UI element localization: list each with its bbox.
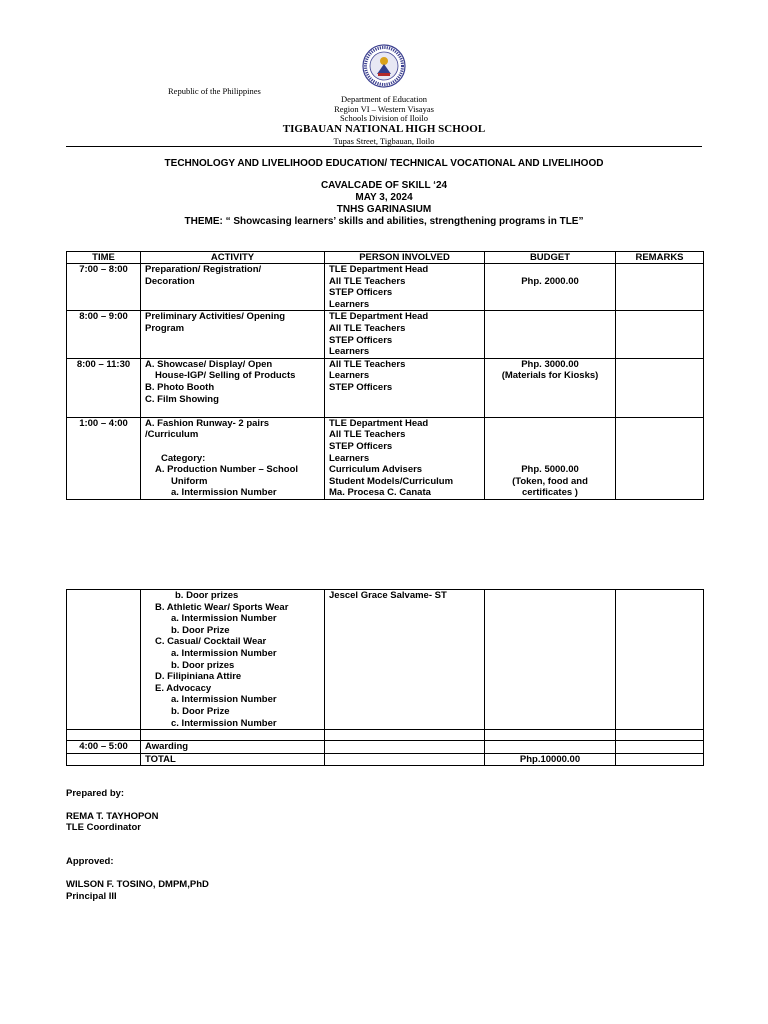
blank-cell [141,730,325,741]
prepared-by-title: TLE Coordinator [66,822,141,833]
time-cell: 8:00 – 9:00 [67,311,141,358]
header-person: PERSON INVOLVED [325,252,485,264]
activity-line: Preliminary Activities/ Opening [145,311,286,323]
activity-line: B. Athletic Wear/ Sports Wear [155,601,289,613]
prepared-by-name: REMA T. TAYHOPON [66,811,159,822]
activity-line: a. Intermission Number [171,694,277,706]
budget-line: (Token, food and [512,475,588,487]
budget-cell [485,590,616,730]
budget-cell [485,741,616,754]
total-budget: Php.10000.00 [485,753,616,766]
table-row-blank [67,730,704,741]
activity-line: D. Filipiniana Attire [155,671,242,683]
budget-line [489,453,611,465]
persons-cell [325,417,485,499]
prepared-by-label: Prepared by: [66,788,125,799]
person-line: Learners [329,298,370,310]
budget-cell [485,417,616,499]
schedule-table [66,251,704,500]
budget-line: (Materials for Kiosks) [501,370,599,382]
remarks-cell [616,753,704,766]
school-name: TIGBAUAN NATIONAL HIGH SCHOOL [282,123,486,135]
budget-line: certificates ) [522,487,578,499]
blank-cell [67,730,141,741]
table-row [67,417,704,499]
activity-line: Program [145,322,185,334]
activity-line: b. Door Prize [171,624,230,636]
budget-line [489,418,611,430]
approved-title: Principal III [66,891,117,902]
person-line: All TLE Teachers [329,429,406,441]
blank-cell [485,730,616,741]
person-line: TLE Department Head [329,264,429,275]
approved-name: WILSON F. TOSINO, DMPM,PhD [66,879,209,890]
remarks-cell [616,417,704,499]
activity-line: Preparation/ Registration/ [145,264,262,275]
activity-cell [141,311,325,358]
remarks-cell [616,264,704,311]
persons-cell [325,358,485,417]
letterhead-divider [66,146,702,147]
approved-label: Approved: [66,856,114,867]
activity-line: A. Production Number – School [155,464,299,476]
activity-line: C. Film Showing [145,393,219,405]
time-cell: 1:00 – 4:00 [67,417,141,499]
activity-line: A. Fashion Runway- 2 pairs [145,417,270,429]
header-budget: BUDGET [485,252,616,264]
remarks-cell [616,741,704,754]
budget-line: Php. 3000.00 [521,358,579,370]
activity-line: House-IGP/ Selling of Products [155,370,296,382]
activity-line: C. Casual/ Cocktail Wear [155,636,267,648]
time-cell: 8:00 – 11:30 [67,358,141,417]
time-cell [67,590,141,730]
time-cell: 4:00 – 5:00 [67,741,141,754]
activity-line: a. Intermission Number [171,647,277,659]
header-activity: ACTIVITY [141,252,325,264]
persons-cell [325,753,485,766]
person-line: All TLE Teachers [329,275,406,287]
activity-line: Uniform [171,475,208,487]
activity-line: c. Intermission Number [171,717,277,729]
persons-cell [325,311,485,358]
person-line: All TLE Teachers [329,322,406,334]
budget-line: Php. 2000.00 [521,275,579,287]
person-line: Learners [329,452,370,464]
person-line: Learners [329,370,370,382]
activity-line: Category: [161,452,206,464]
persons-cell [325,264,485,311]
remarks-cell [616,311,704,358]
person-line: STEP Officers [329,334,393,346]
deped-seal-icon [362,44,406,88]
total-label: TOTAL [141,753,325,766]
remarks-cell [616,358,704,417]
activity-line: A. Showcase/ Display/ Open [145,358,273,370]
table-row [67,741,704,754]
person-line: Ma. Procesa C. Canata [329,487,431,499]
table-row [67,311,704,358]
school-address: Tupas Street, Tigbauan, Iloilo [333,136,435,146]
table-header-row [67,252,704,264]
time-cell: 7:00 – 8:00 [67,264,141,311]
budget-cell [485,311,616,358]
republic-label: Republic of the Philippines [168,86,261,96]
department-title: TECHNOLOGY AND LIVELIHOOD EDUCATION/ TECHNICAL VOCATIONAL AND LIVELIHOOD [164,158,604,169]
region-label: Region VI – Western Visayas [334,104,434,114]
activity-line: a. Intermission Number [171,613,277,625]
blank-cell [616,730,704,741]
person-line: TLE Department Head [329,311,429,323]
person-line: Curriculum Advisers [329,464,423,476]
table-row [67,264,704,311]
persons-cell [325,590,485,730]
activity-line: b. Door Prize [171,705,230,717]
table-row [67,358,704,417]
person-line: TLE Department Head [329,417,429,429]
person-line: STEP Officers [329,287,393,299]
table-row [67,590,704,730]
remarks-cell [616,590,704,730]
activity-line [145,441,320,453]
budget-line [489,429,611,441]
blank-cell [325,730,485,741]
header-time: TIME [67,252,141,264]
budget-line [489,264,611,276]
budget-line: Php. 5000.00 [521,464,579,476]
schedule-table-continued [66,589,704,766]
total-row [67,753,704,766]
activity-cell [141,590,325,730]
budget-cell [485,264,616,311]
department-label: Department of Education [341,94,427,104]
activity-cell [141,358,325,417]
person-line: Student Models/Curriculum [329,475,454,487]
person-line: All TLE Teachers [329,358,406,370]
person-line: Jescel Grace Salvame- ST [329,590,447,601]
event-date: MAY 3, 2024 [355,192,413,203]
person-line: Learners [329,346,370,358]
time-cell [67,753,141,766]
person-line: STEP Officers [329,381,393,393]
budget-cell [485,358,616,417]
activity-line: B. Photo Booth [145,381,215,393]
division-label: Schools Division of Iloilo [339,113,429,123]
activity-line: E. Advocacy [155,682,212,694]
header-remarks: REMARKS [616,252,704,264]
activity-line: b. Door prizes [175,590,239,601]
event-theme: THEME: “ Showcasing learners’ skills and abilities, strengthening programs in TLE” [184,216,584,227]
persons-cell [325,741,485,754]
event-title: CAVALCADE OF SKILL ‘24 [320,180,448,191]
activity-line: Decoration [145,275,195,287]
activity-line: b. Door prizes [171,659,235,671]
activity-cell [141,264,325,311]
activity-cell [141,417,325,499]
activity-line: /Curriculum [145,429,199,441]
person-line: STEP Officers [329,440,393,452]
activity-cell: Awarding [141,741,325,754]
event-venue: TNHS GARINASIUM [336,204,432,215]
budget-line [489,441,611,453]
activity-line: a. Intermission Number [171,487,277,499]
